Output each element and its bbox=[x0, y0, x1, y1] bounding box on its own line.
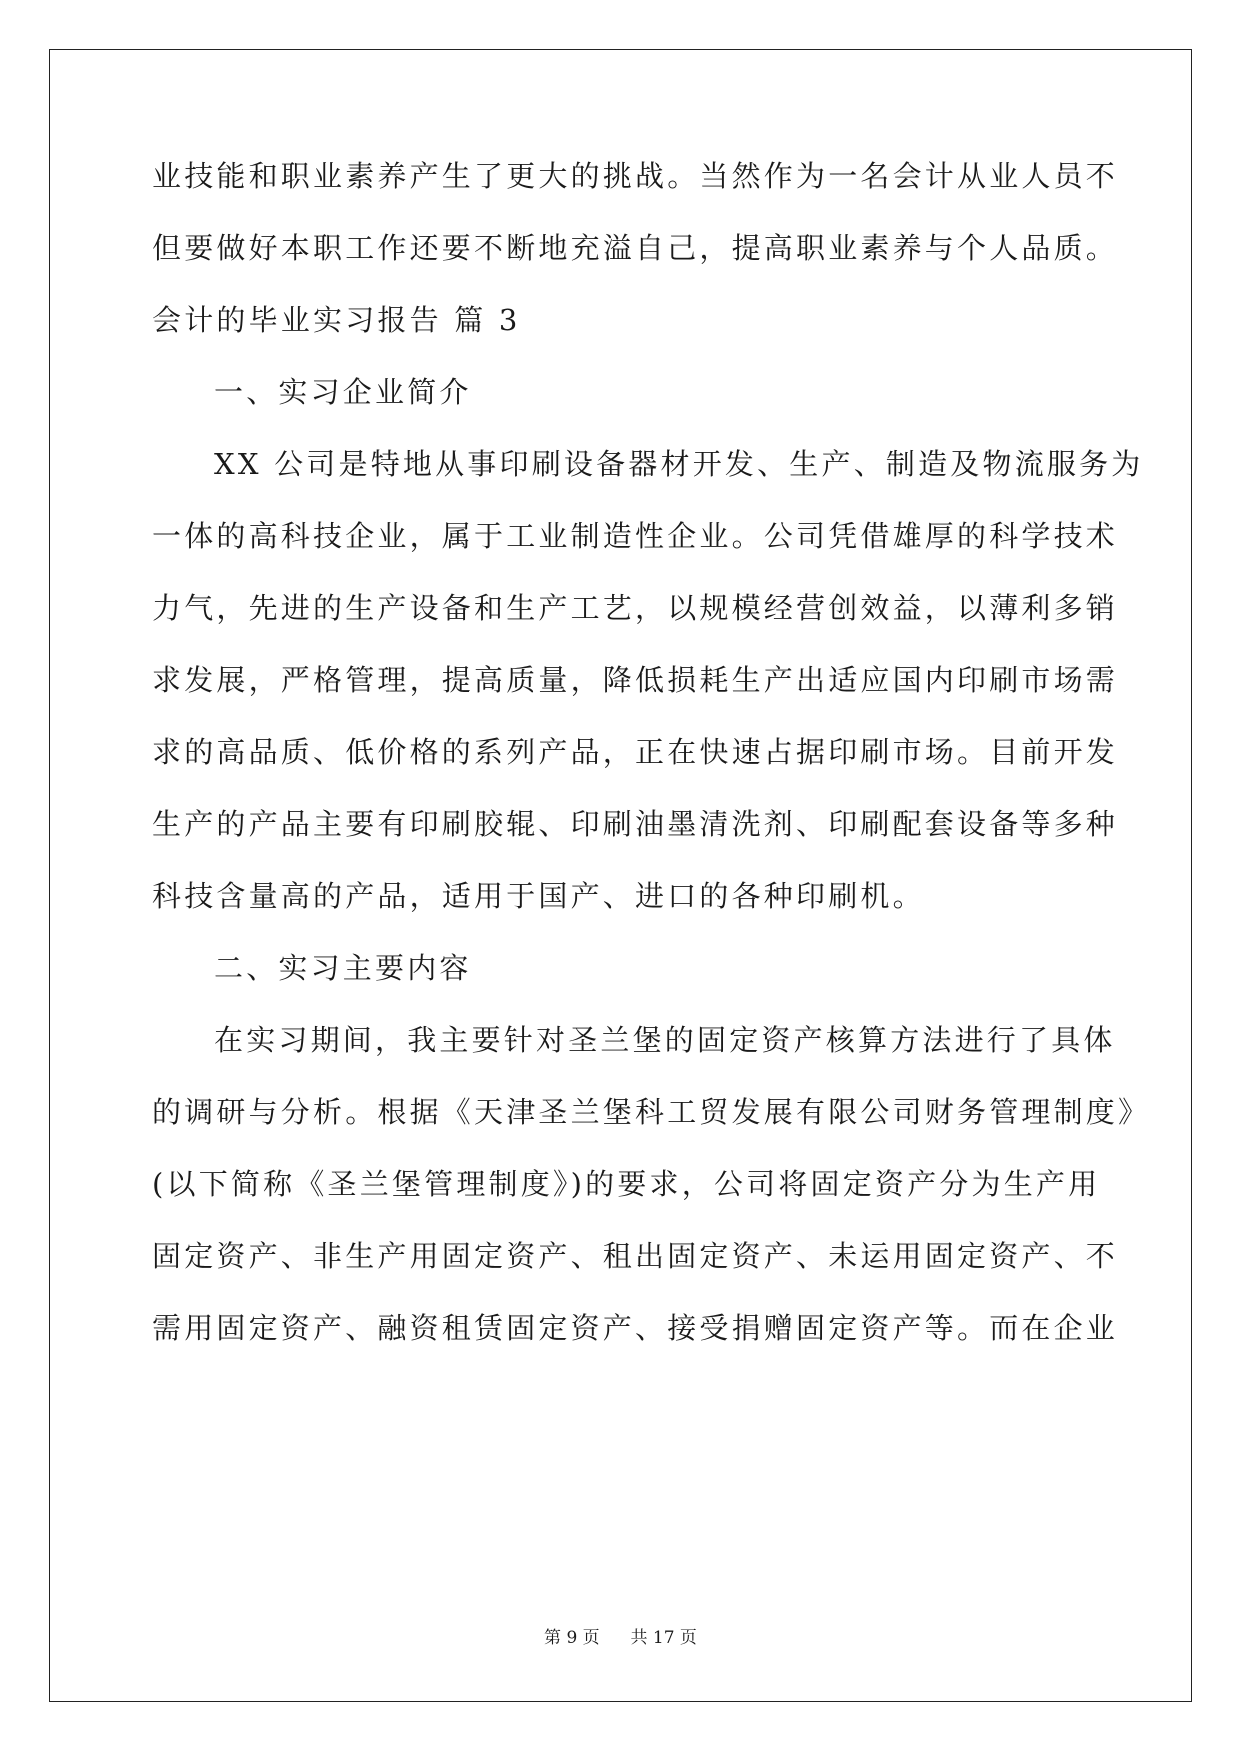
paragraph-line: 求的高品质、低价格的系列产品，正在快速占据印刷市场。目前开发 bbox=[152, 735, 1119, 769]
paragraph-line: XX 公司是特地从事印刷设备器材开发、生产、制造及物流服务为 bbox=[214, 447, 1144, 481]
page-total: 共 17 页 bbox=[630, 1628, 697, 1648]
paragraph-line: 固定资产、非生产用固定资产、租出固定资产、未运用固定资产、不 bbox=[152, 1239, 1119, 1273]
page-footer bbox=[0, 1626, 1241, 1650]
paragraph-line: 求发展，严格管理，提高质量，降低损耗生产出适应国内印刷市场需 bbox=[152, 663, 1119, 697]
paragraph-line: 科技含量高的产品，适用于国产、进口的各种印刷机。 bbox=[152, 879, 925, 913]
paragraph-line: 一体的高科技企业，属于工业制造性企业。公司凭借雄厚的科学技术 bbox=[152, 519, 1119, 553]
section-heading: 一、实习企业简介 bbox=[214, 375, 472, 409]
page-number: 第 9 页 bbox=[544, 1628, 600, 1648]
paragraph-line: 力气，先进的生产设备和生产工艺，以规模经营创效益，以薄利多销 bbox=[152, 591, 1119, 625]
paragraph-line: 的调研与分析。根据《天津圣兰堡科工贸发展有限公司财务管理制度》 bbox=[152, 1095, 1151, 1129]
paragraph-line: (以下简称《圣兰堡管理制度》)的要求，公司将固定资产分为生产用 bbox=[152, 1167, 1101, 1201]
paragraph-line: 生产的产品主要有印刷胶辊、印刷油墨清洗剂、印刷配套设备等多种 bbox=[152, 807, 1119, 841]
paragraph-line: 需用固定资产、融资租赁固定资产、接受捐赠固定资产等。而在企业 bbox=[152, 1311, 1119, 1345]
paragraph-line: 在实习期间，我主要针对圣兰堡的固定资产核算方法进行了具体 bbox=[214, 1023, 1116, 1057]
section-title: 会计的毕业实习报告 篇 3 bbox=[152, 303, 521, 337]
paragraph-line: 业技能和职业素养产生了更大的挑战。当然作为一名会计从业人员不 bbox=[152, 159, 1119, 193]
section-heading: 二、实习主要内容 bbox=[214, 951, 472, 985]
paragraph-line: 但要做好本职工作还要不断地充溢自己，提高职业素养与个人品质。 bbox=[152, 231, 1119, 265]
